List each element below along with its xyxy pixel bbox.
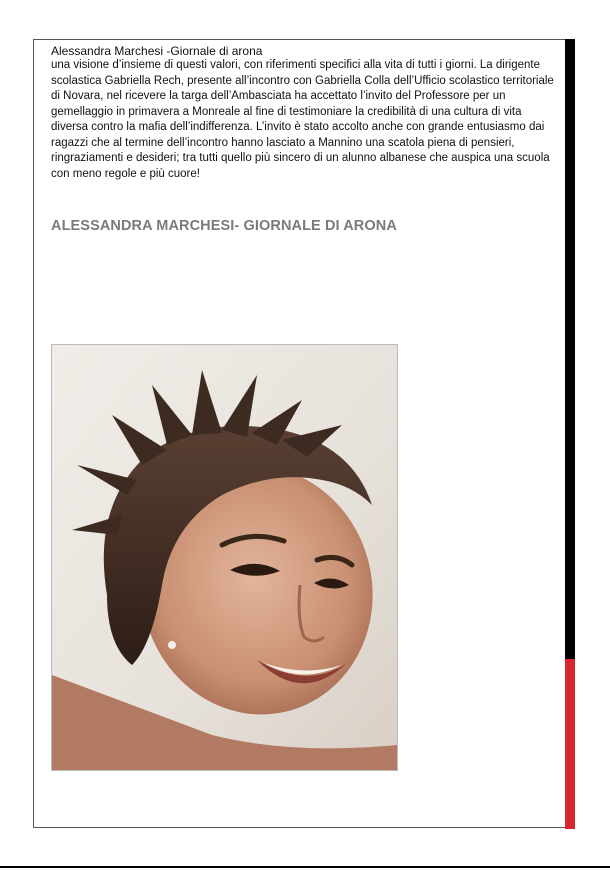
author-photo <box>51 344 398 771</box>
article-paragraph: una visione d’insieme di questi valori, con riferimenti specifici alla vita di tutti i giorni. La dirigente scolastica Gabriella Rech, presente all’incontro con Gabriella Colla dell’Ufficio scolastico territoriale di Novara, nel ricevere la targa dell’Ambasciata ha accettato l’invito del Professore per un gemellaggio in primavera a Monreale al fine di testimoniare la credibilità di una cultura di vita diversa contro la mafia dell’indifferenza. L’invito è stato accolto anche con grande entusiasmo dai ragazzi che al termine dell’incontro hanno lasciato a Mannino una scatola piena di pensieri, ringraziamenti e desideri; tra tutti quello più sincero di un alunno albanese che auspica una scuola con meno regole e più cuore! <box>51 59 554 180</box>
side-accent-bar-black <box>565 39 575 659</box>
bottom-rule <box>0 866 610 868</box>
article-headline: ALESSANDRA MARCHESI- GIORNALE DI ARONA <box>51 218 397 234</box>
side-accent-bar-red <box>565 659 575 829</box>
article-byline: Alessandra Marchesi -Giornale di arona <box>51 44 263 58</box>
article-body <box>51 58 561 182</box>
